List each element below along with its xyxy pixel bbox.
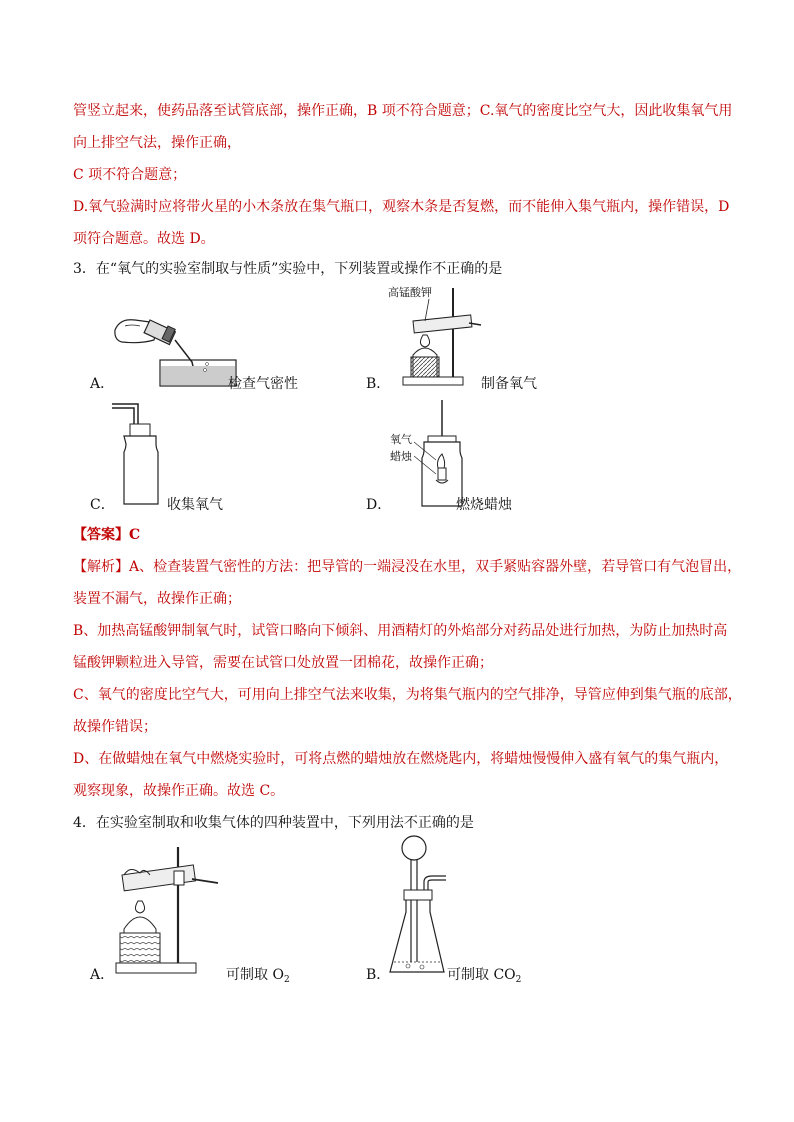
- explanation-line: 向上排空气法，操作正确，: [73, 135, 241, 151]
- explanation-line: C 项不符合题意；: [73, 167, 187, 183]
- analysis-line: B、加热高锰酸钾制氧气时，试管口略向下倾斜、用酒精灯的外焰部分对药品处进行加热，为防止加热时高: [73, 623, 728, 639]
- candle-label: 蜡烛: [390, 450, 412, 463]
- option-caption: 可制取 $CO_2$: [447, 967, 522, 985]
- option-letter: B．: [366, 967, 391, 983]
- answer-line: 【答案】C: [73, 527, 141, 543]
- gas-collection-figure: [110, 400, 170, 510]
- analysis-line: 锰酸钾颗粒进入导管，需要在试管口处放置一团棉花，故操作正确；: [73, 655, 493, 671]
- option-letter: C．: [90, 497, 115, 513]
- flask-funnel-figure: [388, 832, 448, 977]
- explanation-line: D.氧气验满时应将带火星的小木条放在集气瓶口，观察木条是否复燃，而不能伸入集气瓶内，操作错误，D: [73, 199, 730, 215]
- question-4-stem: 4．在实验室制取和收集气体的四种装置中，下列用法不正确的是: [73, 815, 474, 831]
- oxygen-preparation-figure: [395, 283, 485, 388]
- option-letter: D．: [366, 497, 392, 513]
- analysis-line: 观察现象，故操作正确。故选 C。: [73, 783, 285, 799]
- analysis-line: 装置不漏气，故操作正确；: [73, 591, 241, 607]
- option-letter: B．: [366, 376, 391, 392]
- option-caption: 可制取 $O_2$: [226, 967, 290, 985]
- analysis-line: 【解析】A、检查装置气密性的方法：把导管的一端浸没在水里，双手紧贴容器外壁，若导管口有气泡冒出，: [73, 559, 742, 575]
- explanation-line: 项符合题意。故选 D。: [73, 231, 215, 247]
- option-letter: A．: [90, 967, 115, 983]
- airtightness-check-figure: [110, 300, 240, 390]
- option-caption: 收集氧气: [167, 497, 223, 513]
- heating-apparatus-figure: [110, 845, 225, 977]
- analysis-line: D、在做蜡烛在氧气中燃烧实验时，可将点燃的蜡烛放在燃烧匙内，将蜡烛慢慢伸入盛有氧气的集气瓶内，: [73, 751, 729, 767]
- option-letter: A．: [90, 376, 115, 392]
- option-caption: 制备氧气: [481, 376, 537, 392]
- analysis-line: 故操作错误；: [73, 719, 157, 735]
- potassium-permanganate-label: 高锰酸钾: [388, 286, 432, 299]
- oxygen-label: 氧气: [390, 433, 412, 446]
- option-caption: 检查气密性: [228, 376, 298, 392]
- question-3-stem: 3．在“氧气的实验室制取与性质”实验中，下列装置或操作不正确的是: [73, 261, 503, 277]
- analysis-line: C、氧气的密度比空气大，可用向上排空气法来收集，为将集气瓶内的空气排净，导管应伸到集气瓶的底部，: [73, 687, 742, 703]
- explanation-line: 管竖立起来，使药品落至试管底部，操作正确，B 项不符合题意；C.氧气的密度比空气大，因此收集氧气用: [73, 103, 733, 119]
- option-caption: 燃烧蜡烛: [456, 497, 512, 513]
